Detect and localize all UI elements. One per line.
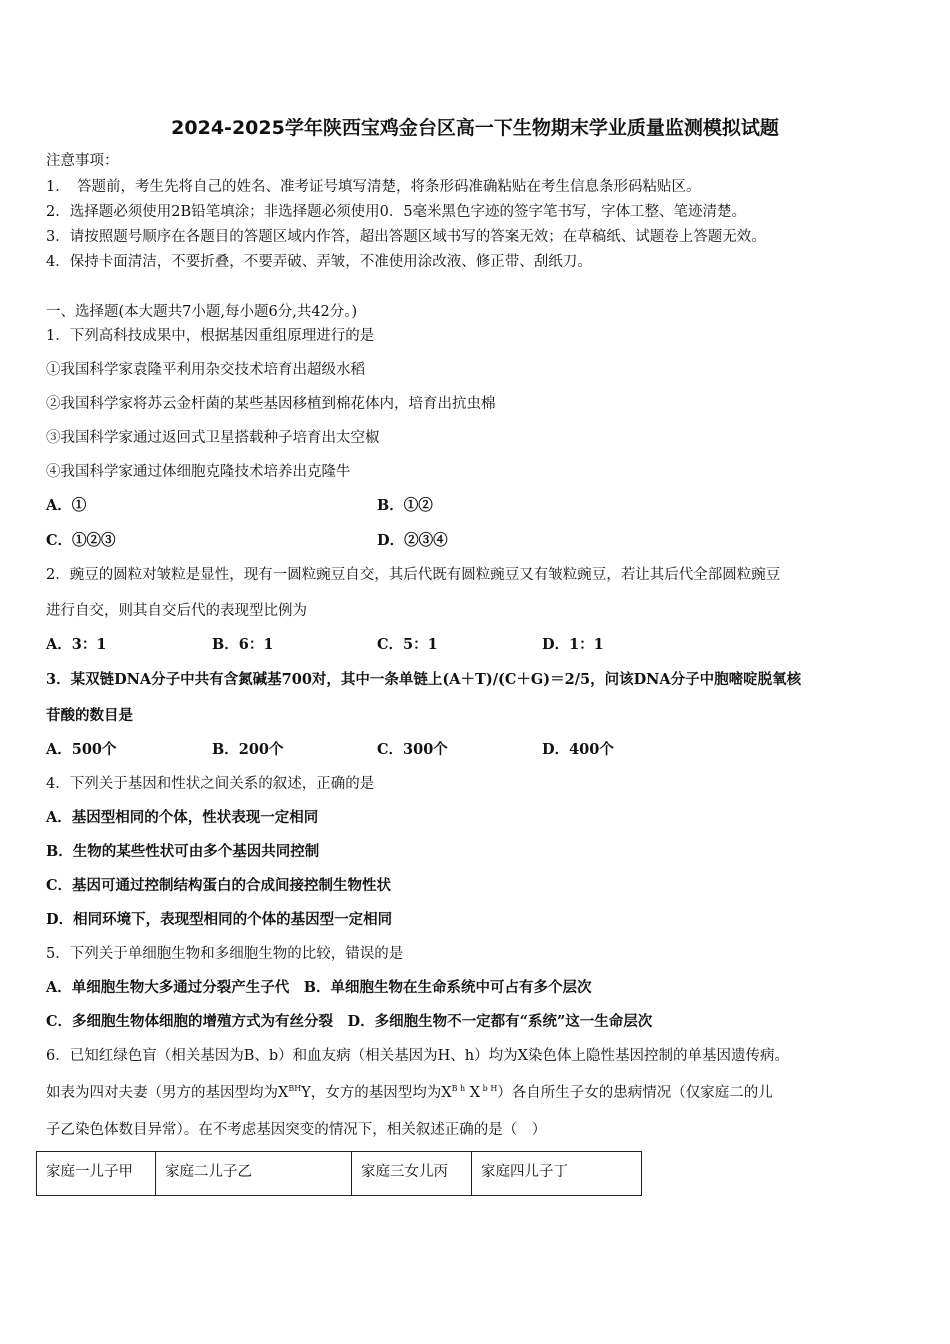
question-4-stem: 4．下列关于基因和性状之间关系的叙述，正确的是 <box>46 776 375 792</box>
question-1-item: ①我国科学家袁隆平利用杂交技术培育出超级水稻 <box>46 362 365 378</box>
question-3-stem-cont: 苷酸的数目是 <box>46 707 133 724</box>
notice-item: 1． 答题前，考生先将自己的姓名、准考证号填写清楚，将条形码准确粘贴在考生信息条形码粘贴区。 <box>46 179 701 195</box>
q5-options-ab[interactable]: A．单细胞生物大多通过分裂产生子代 B．单细胞生物在生命系统中可占有多个层次 <box>46 979 592 996</box>
table-cell: 家庭二儿子乙 <box>156 1152 352 1196</box>
notice-item: 4．保持卡面清洁，不要折叠，不要弄破、弄皱，不准使用涂改液、修正带、刮纸刀。 <box>46 254 592 270</box>
question-2-stem-cont: 进行自交，则其自交后代的表现型比例为 <box>46 603 307 619</box>
q2-option-b[interactable]: B．6：1 <box>212 636 274 653</box>
q3-option-b[interactable]: B．200个 <box>212 741 284 758</box>
q2-option-d[interactable]: D．1：1 <box>542 636 604 653</box>
question-6-stem: 6．已知红绿色盲（相关基因为B、b）和血友病（相关基因为H、h）均为X染色体上隐性基因控制的单基因遗传病。 <box>46 1048 789 1064</box>
page-title: 2024-2025学年陕西宝鸡金台区高一下生物期末学业质量监测模拟试题 <box>171 117 779 139</box>
family-table <box>36 1151 642 1196</box>
q6-text: Y，女方的基因型均为X <box>301 1085 452 1101</box>
question-6-stem-cont <box>46 1083 773 1103</box>
table-cell: 家庭三女儿丙 <box>352 1152 472 1196</box>
question-2-stem: 2．豌豆的圆粒对皱粒是显性，现有一圆粒豌豆自交，其后代既有圆粒豌豆又有皱粒豌豆，若让其后代全部圆粒豌豆 <box>46 567 781 583</box>
q1-option-d[interactable]: D．②③④ <box>377 532 448 549</box>
q1-option-a[interactable]: A．① <box>46 497 87 514</box>
q4-option-d[interactable]: D．相同环境下，表现型相同的个体的基因型一定相同 <box>46 911 393 928</box>
q3-option-a[interactable]: A．500个 <box>46 741 117 758</box>
question-1-item: ③我国科学家通过返回式卫星搭载种子培育出太空椒 <box>46 430 380 446</box>
q1-option-b[interactable]: B．①② <box>377 497 433 514</box>
table-row <box>37 1152 642 1196</box>
question-1-stem: 1．下列高科技成果中，根据基因重组原理进行的是 <box>46 328 375 344</box>
q6-superscript: BH <box>288 1084 302 1094</box>
q6-text: 如表为四对夫妻（男方的基因型均为X <box>46 1085 289 1101</box>
q6-text: X <box>465 1085 481 1101</box>
q4-option-c[interactable]: C．基因可通过控制结构蛋白的合成间接控制生物性状 <box>46 877 392 894</box>
table-cell: 家庭四儿子丁 <box>472 1152 642 1196</box>
question-1-item: ②我国科学家将苏云金杆菌的某些基因移植到棉花体内，培育出抗虫棉 <box>46 396 496 412</box>
q1-option-c[interactable]: C．①②③ <box>46 532 116 549</box>
notice-item: 3．请按照题号顺序在各题目的答题区域内作答，超出答题区域书写的答案无效；在草稿纸、试题卷上答题无效。 <box>46 229 766 245</box>
q6-superscript: B h <box>451 1084 466 1094</box>
question-1-item: ④我国科学家通过体细胞克隆技术培养出克隆牛 <box>46 464 351 480</box>
question-5-stem: 5．下列关于单细胞生物和多细胞生物的比较，错误的是 <box>46 946 404 962</box>
q3-option-c[interactable]: C．300个 <box>377 741 448 758</box>
q5-options-cd[interactable]: C．多细胞生物体细胞的增殖方式为有丝分裂 D．多细胞生物不一定都有“系统”这一生命层次 <box>46 1013 653 1030</box>
q6-text: ）各自所生子女的患病情况（仅家庭二的儿 <box>497 1085 773 1101</box>
section-heading: 一、选择题(本大题共7小题,每小题6分,共42分。) <box>46 304 358 320</box>
q4-option-a[interactable]: A．基因型相同的个体，性状表现一定相同 <box>46 809 319 826</box>
q2-option-a[interactable]: A．3：1 <box>46 636 107 653</box>
q6-superscript: b H <box>480 1084 498 1094</box>
q2-option-c[interactable]: C．5：1 <box>377 636 438 653</box>
question-6-stem-end: 子乙染色体数目异常）。在不考虑基因突变的情况下，相关叙述正确的是（ ） <box>46 1122 547 1138</box>
notice-heading: 注意事项： <box>46 153 119 169</box>
q3-option-d[interactable]: D．400个 <box>542 741 614 758</box>
table-cell: 家庭一儿子甲 <box>37 1152 156 1196</box>
question-3-stem: 3．某双链DNA分子中共有含氮碱基700对，其中一条单链上(A＋T)/(C＋G)＝2/5，问该DNA分子中胞嘧啶脱氧核 <box>46 671 802 688</box>
notice-item: 2．选择题必须使用2B铅笔填涂；非选择题必须使用0．5毫米黑色字迹的签字笔书写，字体工整、笔迹清楚。 <box>46 204 747 220</box>
q4-option-b[interactable]: B．生物的某些性状可由多个基因共同控制 <box>46 843 320 860</box>
